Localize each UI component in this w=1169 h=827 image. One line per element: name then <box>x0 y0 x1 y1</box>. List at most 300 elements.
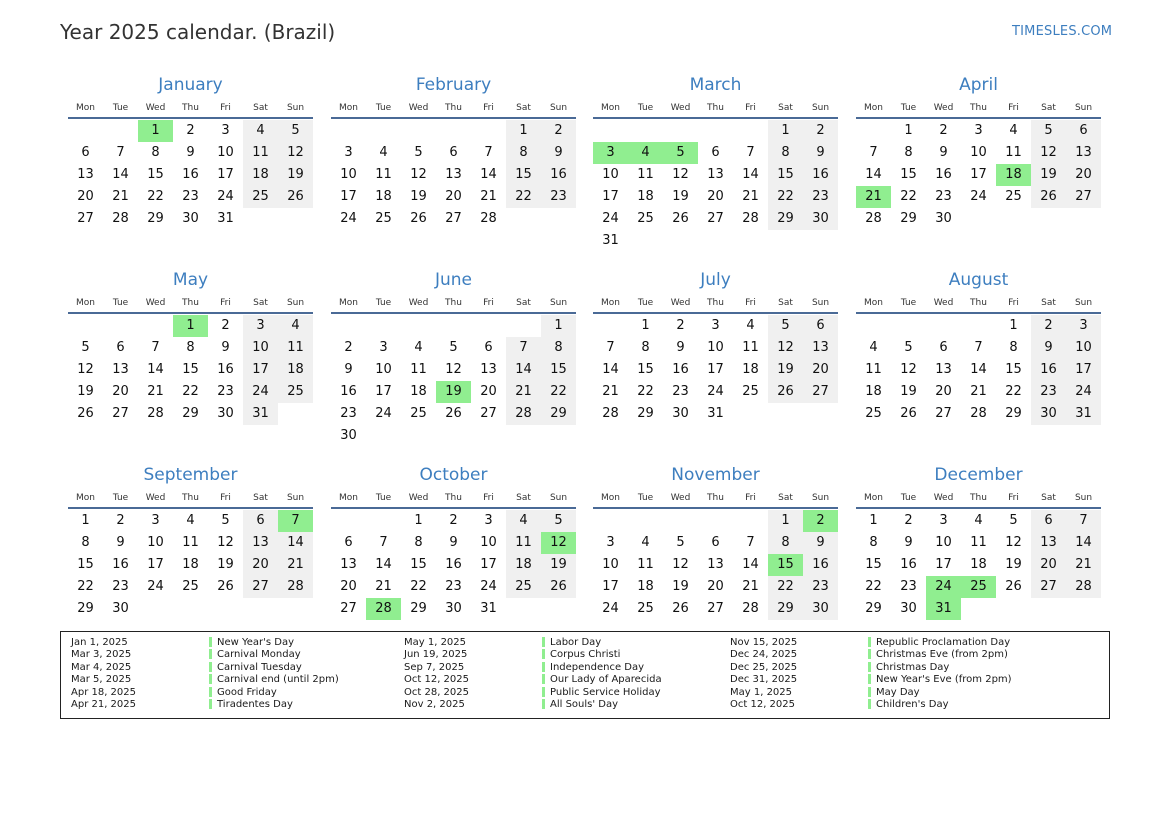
day-cell: 19 <box>1031 164 1066 186</box>
weekday-label: Mon <box>339 493 358 503</box>
holiday-date: Dec 31, 2025 <box>730 674 798 686</box>
day-cell: 27 <box>340 601 357 616</box>
day-grid <box>593 120 838 260</box>
day-cell: 18 <box>375 189 392 204</box>
day-cell: 8 <box>414 535 423 550</box>
day-cell: 20 <box>243 554 278 576</box>
day-cell: 22 <box>900 189 917 204</box>
day-cell: 21 <box>506 381 541 403</box>
day-cell: 7 <box>606 340 615 355</box>
day-cell: 5 <box>904 340 913 355</box>
day-cell: 18 <box>742 362 759 377</box>
holiday-marker <box>542 649 545 659</box>
day-cell: 16 <box>803 164 838 186</box>
day-cell: 26 <box>410 211 427 226</box>
day-cell: 13 <box>935 362 952 377</box>
day-cell: 31 <box>480 601 497 616</box>
day-cell: 31 <box>707 406 724 421</box>
day-cell: 24 <box>707 384 724 399</box>
day-cell: 13 <box>445 167 462 182</box>
weekday-label: Sat <box>778 493 793 503</box>
weekday-label: Tue <box>637 298 654 308</box>
day-cell: 30 <box>182 211 199 226</box>
day-cell: 13 <box>77 167 94 182</box>
holiday-day-cell: 1 <box>138 120 173 142</box>
day-cell: 27 <box>1066 186 1101 208</box>
day-cell: 3 <box>379 340 388 355</box>
day-cell: 14 <box>147 362 164 377</box>
day-cell: 19 <box>1005 557 1022 572</box>
day-grid <box>68 510 313 650</box>
day-cell: 4 <box>746 318 755 333</box>
day-cell: 6 <box>81 145 90 160</box>
day-cell: 28 <box>278 576 313 598</box>
day-cell: 11 <box>970 535 987 550</box>
weekday-label: Tue <box>375 298 392 308</box>
day-cell: 17 <box>340 189 357 204</box>
day-cell: 13 <box>707 167 724 182</box>
holiday-row <box>71 649 339 661</box>
header-rule <box>331 117 576 119</box>
holiday-name: New Year's Eve (from 2pm) <box>876 674 1012 686</box>
day-cell: 19 <box>541 554 576 576</box>
day-cell: 25 <box>278 381 313 403</box>
day-cell: 30 <box>935 211 952 226</box>
holiday-date: Dec 24, 2025 <box>730 649 798 661</box>
day-cell: 17 <box>602 189 619 204</box>
day-cell: 18 <box>506 554 541 576</box>
day-cell: 21 <box>147 384 164 399</box>
day-cell: 2 <box>939 123 948 138</box>
weekday-label: Wed <box>670 493 691 503</box>
day-cell: 24 <box>147 579 164 594</box>
holiday-day-cell: 25 <box>961 576 996 598</box>
day-cell: 12 <box>77 362 94 377</box>
day-cell: 21 <box>970 384 987 399</box>
day-cell: 14 <box>375 557 392 572</box>
day-cell: 2 <box>676 318 685 333</box>
day-cell: 25 <box>637 211 654 226</box>
day-grid <box>856 315 1101 455</box>
day-cell: 6 <box>449 145 458 160</box>
day-cell: 21 <box>112 189 129 204</box>
weekday-label: Thu <box>182 103 199 113</box>
day-cell: 17 <box>1066 359 1101 381</box>
holiday-row <box>730 687 1012 699</box>
day-cell: 28 <box>602 406 619 421</box>
day-cell: 2 <box>344 340 353 355</box>
day-cell: 3 <box>344 145 353 160</box>
day-cell: 8 <box>81 535 90 550</box>
day-cell: 16 <box>1031 359 1066 381</box>
holiday-marker <box>542 637 545 647</box>
holiday-marker <box>868 687 871 697</box>
day-cell: 26 <box>672 211 689 226</box>
holiday-name: Independence Day <box>550 661 645 673</box>
weekday-label: Fri <box>220 493 231 503</box>
header-rule <box>68 312 313 314</box>
day-cell: 25 <box>182 579 199 594</box>
day-cell: 4 <box>379 145 388 160</box>
day-cell: 22 <box>637 384 654 399</box>
day-cell: 2 <box>449 513 458 528</box>
day-cell: 15 <box>182 362 199 377</box>
holiday-date: Apr 21, 2025 <box>71 698 137 710</box>
day-cell: 5 <box>449 340 458 355</box>
day-cell: 20 <box>935 384 952 399</box>
day-cell: 18 <box>410 384 427 399</box>
day-cell: 22 <box>541 381 576 403</box>
day-cell: 24 <box>970 189 987 204</box>
holiday-row <box>71 662 339 674</box>
day-cell: 18 <box>182 557 199 572</box>
day-cell: 2 <box>904 513 913 528</box>
month-name: April <box>959 75 998 95</box>
day-cell: 26 <box>1031 186 1066 208</box>
day-cell: 9 <box>541 142 576 164</box>
holiday-name: All Souls' Day <box>550 698 619 710</box>
weekday-label: Fri <box>1008 298 1019 308</box>
day-cell: 19 <box>77 384 94 399</box>
weekday-label: Mon <box>864 103 883 113</box>
day-cell: 15 <box>147 167 164 182</box>
day-cell: 23 <box>541 186 576 208</box>
day-cell: 4 <box>974 513 983 528</box>
holiday-day-cell: 28 <box>366 598 401 620</box>
weekday-label: Thu <box>707 103 724 113</box>
day-cell: 17 <box>147 557 164 572</box>
month-name: October <box>419 465 488 485</box>
day-cell: 19 <box>278 164 313 186</box>
day-cell: 13 <box>340 557 357 572</box>
weekday-label: Thu <box>445 298 462 308</box>
holiday-marker <box>868 649 871 659</box>
holiday-row <box>71 687 339 699</box>
day-cell: 25 <box>410 406 427 421</box>
holiday-name: Children's Day <box>876 698 949 710</box>
day-grid <box>68 120 313 260</box>
day-cell: 13 <box>480 362 497 377</box>
weekday-label: Sun <box>549 493 568 503</box>
day-cell: 1 <box>641 318 650 333</box>
day-cell: 12 <box>410 167 427 182</box>
day-cell: 20 <box>77 189 94 204</box>
day-cell: 27 <box>707 601 724 616</box>
day-cell: 7 <box>869 145 878 160</box>
holiday-name: Good Friday <box>217 686 277 698</box>
holiday-marker <box>868 662 871 672</box>
day-cell: 8 <box>1009 340 1018 355</box>
day-cell: 1 <box>541 315 576 337</box>
holiday-name: Christmas Day <box>876 661 950 673</box>
weekday-label: Mon <box>76 493 95 503</box>
day-cell: 7 <box>1066 510 1101 532</box>
month-name: January <box>158 75 223 95</box>
day-cell: 8 <box>768 142 803 164</box>
holiday-day-cell: 15 <box>768 554 803 576</box>
day-cell: 12 <box>768 337 803 359</box>
day-cell: 7 <box>116 145 125 160</box>
day-cell: 13 <box>707 557 724 572</box>
holiday-row <box>730 649 1012 661</box>
day-cell: 8 <box>869 535 878 550</box>
day-cell: 20 <box>340 579 357 594</box>
month-name: August <box>948 270 1009 290</box>
day-cell: 22 <box>768 186 803 208</box>
day-cell: 22 <box>77 579 94 594</box>
day-cell: 11 <box>506 532 541 554</box>
day-cell: 31 <box>602 233 619 248</box>
day-cell: 1 <box>1009 318 1018 333</box>
day-cell: 26 <box>217 579 234 594</box>
day-cell: 29 <box>541 403 576 425</box>
day-cell: 29 <box>637 406 654 421</box>
holiday-name: May Day <box>876 686 920 698</box>
day-cell: 3 <box>221 123 230 138</box>
day-cell: 30 <box>803 208 838 230</box>
day-cell: 2 <box>1031 315 1066 337</box>
holiday-day-cell: 3 <box>593 142 628 164</box>
day-cell: 25 <box>742 384 759 399</box>
day-cell: 3 <box>606 535 615 550</box>
day-cell: 29 <box>1005 406 1022 421</box>
weekday-label: Thu <box>445 103 462 113</box>
day-cell: 11 <box>637 557 654 572</box>
month-name: December <box>934 465 1023 485</box>
day-cell: 27 <box>707 211 724 226</box>
weekday-label: Sat <box>253 298 268 308</box>
day-cell: 27 <box>77 211 94 226</box>
header-rule <box>593 117 838 119</box>
day-cell: 11 <box>410 362 427 377</box>
day-cell: 27 <box>243 576 278 598</box>
weekday-label: Mon <box>601 298 620 308</box>
day-cell: 28 <box>742 601 759 616</box>
day-cell: 17 <box>480 557 497 572</box>
day-cell: 9 <box>676 340 685 355</box>
day-grid <box>593 510 838 650</box>
page-title: Year 2025 calendar. (Brazil) <box>60 20 336 44</box>
day-cell: 23 <box>803 186 838 208</box>
day-cell: 16 <box>182 167 199 182</box>
weekday-label: Tue <box>112 103 129 113</box>
day-cell: 9 <box>803 532 838 554</box>
weekday-label: Wed <box>933 298 954 308</box>
weekday-label: Wed <box>408 298 429 308</box>
day-cell: 22 <box>865 579 882 594</box>
day-cell: 13 <box>112 362 129 377</box>
day-cell: 11 <box>1005 145 1022 160</box>
holiday-marker <box>209 687 212 697</box>
day-cell: 10 <box>480 535 497 550</box>
day-cell: 7 <box>506 337 541 359</box>
weekday-label: Wed <box>145 103 166 113</box>
day-cell: 3 <box>974 123 983 138</box>
day-cell: 7 <box>746 535 755 550</box>
holiday-marker <box>209 674 212 684</box>
day-cell: 10 <box>602 167 619 182</box>
holiday-date: Jan 1, 2025 <box>71 637 128 648</box>
header-rule <box>856 117 1101 119</box>
day-cell: 16 <box>672 362 689 377</box>
day-cell: 5 <box>541 510 576 532</box>
day-cell: 14 <box>1066 532 1101 554</box>
header-rule <box>593 507 838 509</box>
day-cell: 15 <box>865 557 882 572</box>
holiday-name: Corpus Christi <box>550 649 621 661</box>
day-cell: 7 <box>974 340 983 355</box>
day-cell: 29 <box>147 211 164 226</box>
day-cell: 23 <box>672 384 689 399</box>
day-cell: 23 <box>900 579 917 594</box>
month-name: March <box>689 75 742 95</box>
weekday-label: Sat <box>1041 493 1056 503</box>
day-cell: 21 <box>742 579 759 594</box>
weekday-label: Sun <box>1074 103 1093 113</box>
holiday-name: Our Lady of Aparecida <box>550 674 662 686</box>
day-cell: 28 <box>506 403 541 425</box>
day-cell: 14 <box>602 362 619 377</box>
holiday-marker <box>868 637 871 647</box>
weekday-label: Wed <box>933 103 954 113</box>
holiday-name: Carnival Tuesday <box>217 661 302 673</box>
day-cell: 24 <box>375 406 392 421</box>
day-cell: 2 <box>803 120 838 142</box>
day-cell: 12 <box>278 142 313 164</box>
holiday-date: Oct 28, 2025 <box>404 686 469 698</box>
day-cell: 14 <box>112 167 129 182</box>
header-rule <box>856 312 1101 314</box>
day-cell: 22 <box>182 384 199 399</box>
day-cell: 23 <box>112 579 129 594</box>
day-cell: 1 <box>506 120 541 142</box>
day-cell: 2 <box>221 318 230 333</box>
day-cell: 19 <box>900 384 917 399</box>
day-cell: 21 <box>742 189 759 204</box>
day-cell: 11 <box>375 167 392 182</box>
day-cell: 6 <box>939 340 948 355</box>
day-cell: 27 <box>112 406 129 421</box>
header-rule <box>68 117 313 119</box>
weekday-label: Mon <box>864 298 883 308</box>
header-rule <box>68 507 313 509</box>
day-cell: 17 <box>217 167 234 182</box>
holiday-row <box>404 649 662 661</box>
holiday-day-cell: 31 <box>926 598 961 620</box>
day-cell: 23 <box>340 406 357 421</box>
holiday-day-cell: 12 <box>541 532 576 554</box>
day-cell: 19 <box>217 557 234 572</box>
weekday-label: Sun <box>286 298 305 308</box>
day-cell: 19 <box>768 359 803 381</box>
weekday-label: Sun <box>811 103 830 113</box>
day-cell: 18 <box>278 359 313 381</box>
day-cell: 10 <box>375 362 392 377</box>
day-cell: 19 <box>672 189 689 204</box>
site-link[interactable]: TIMESLES.COM <box>1012 24 1113 39</box>
day-cell: 21 <box>480 189 497 204</box>
weekday-label: Sun <box>811 493 830 503</box>
day-cell: 12 <box>217 535 234 550</box>
weekday-label: Thu <box>970 103 987 113</box>
day-cell: 29 <box>768 208 803 230</box>
holiday-list <box>60 631 1110 719</box>
day-cell: 30 <box>1031 403 1066 425</box>
day-cell: 7 <box>379 535 388 550</box>
day-cell: 12 <box>1005 535 1022 550</box>
holiday-column <box>404 637 662 711</box>
day-cell: 4 <box>506 510 541 532</box>
day-cell: 5 <box>278 120 313 142</box>
day-cell: 25 <box>1005 189 1022 204</box>
weekday-label: Tue <box>112 493 129 503</box>
day-cell: 3 <box>151 513 160 528</box>
weekday-label: Fri <box>483 298 494 308</box>
day-cell: 23 <box>1031 381 1066 403</box>
day-cell: 15 <box>77 557 94 572</box>
weekday-label: Thu <box>182 493 199 503</box>
weekday-label: Thu <box>182 298 199 308</box>
holiday-day-cell: 1 <box>173 315 208 337</box>
weekday-label: Sun <box>286 493 305 503</box>
day-cell: 1 <box>869 513 878 528</box>
holiday-marker <box>209 637 212 647</box>
day-cell: 15 <box>768 164 803 186</box>
day-cell: 6 <box>243 510 278 532</box>
day-cell: 23 <box>217 384 234 399</box>
weekday-label: Mon <box>76 103 95 113</box>
day-cell: 21 <box>602 384 619 399</box>
day-cell: 8 <box>186 340 195 355</box>
day-cell: 30 <box>445 601 462 616</box>
day-cell: 20 <box>480 384 497 399</box>
day-cell: 14 <box>506 359 541 381</box>
day-cell: 24 <box>602 601 619 616</box>
day-cell: 31 <box>243 403 278 425</box>
weekday-label: Tue <box>375 493 392 503</box>
header-rule <box>593 312 838 314</box>
day-cell: 3 <box>484 513 493 528</box>
day-cell: 10 <box>243 337 278 359</box>
day-cell: 6 <box>1066 120 1101 142</box>
day-cell: 22 <box>147 189 164 204</box>
holiday-marker <box>209 649 212 659</box>
day-cell: 11 <box>182 535 199 550</box>
day-cell: 22 <box>1005 384 1022 399</box>
day-cell: 18 <box>637 579 654 594</box>
day-cell: 9 <box>116 535 125 550</box>
day-cell: 11 <box>865 362 882 377</box>
day-cell: 4 <box>243 120 278 142</box>
day-cell: 5 <box>81 340 90 355</box>
holiday-date: Oct 12, 2025 <box>730 698 795 710</box>
holiday-day-cell: 7 <box>278 510 313 532</box>
holiday-name: Tiradentes Day <box>217 698 293 710</box>
holiday-name: Carnival end (until 2pm) <box>217 674 339 686</box>
day-cell: 10 <box>935 535 952 550</box>
day-cell: 27 <box>935 406 952 421</box>
day-cell: 25 <box>637 601 654 616</box>
day-cell: 9 <box>221 340 230 355</box>
weekday-label: Tue <box>900 298 917 308</box>
day-cell: 17 <box>970 167 987 182</box>
weekday-label: Wed <box>933 493 954 503</box>
weekday-label: Fri <box>1008 493 1019 503</box>
day-cell: 20 <box>1031 554 1066 576</box>
day-cell: 5 <box>414 145 423 160</box>
holiday-date: Jun 19, 2025 <box>404 649 468 661</box>
holiday-row <box>404 699 662 711</box>
